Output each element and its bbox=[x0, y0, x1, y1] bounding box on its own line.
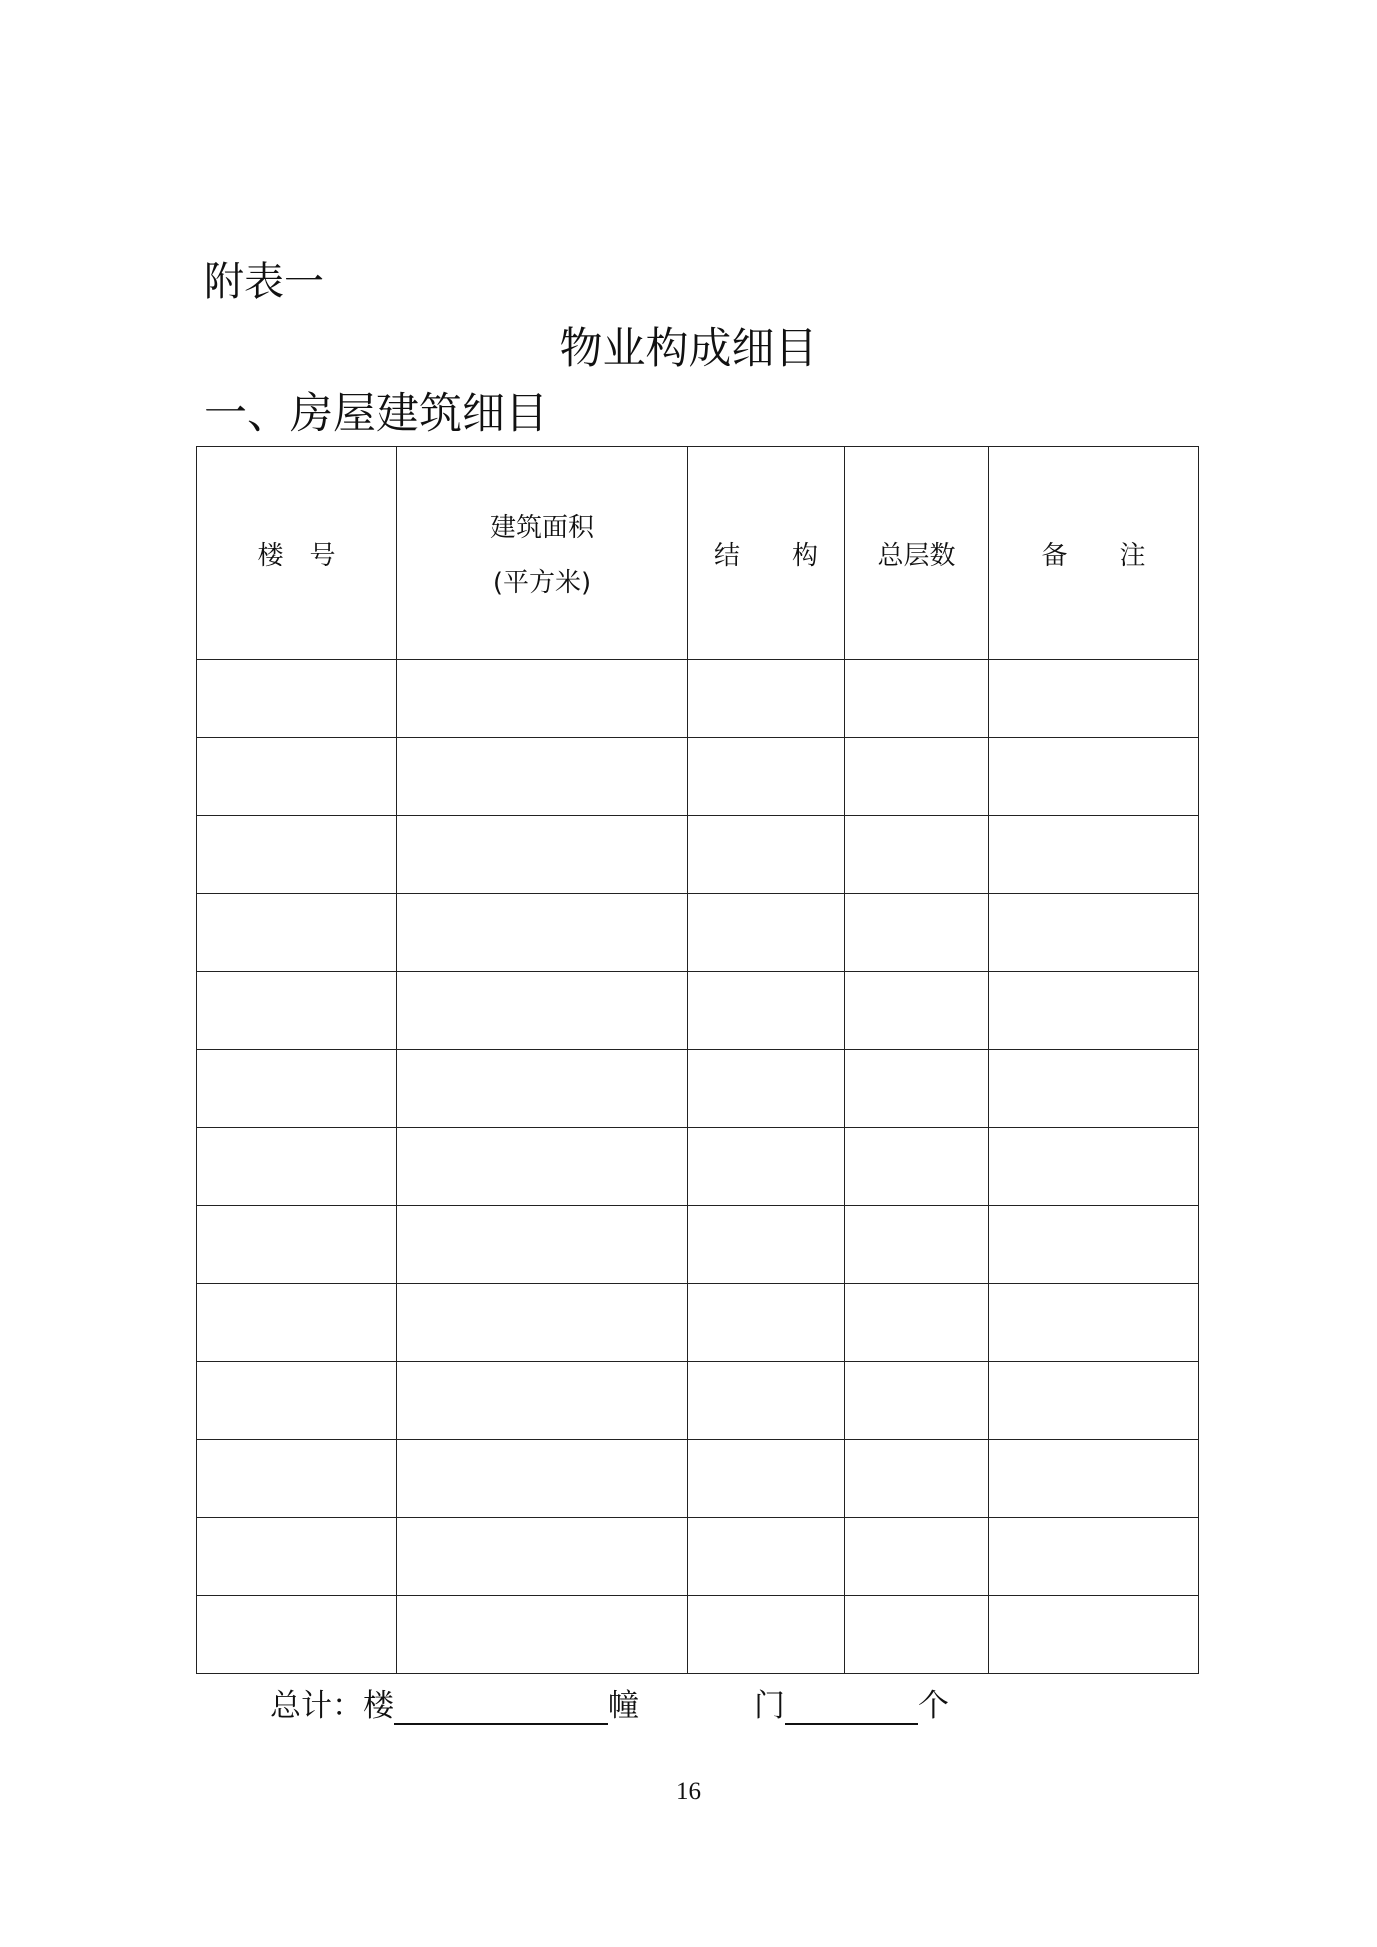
table-cell[interactable] bbox=[989, 1206, 1199, 1284]
table-cell[interactable] bbox=[688, 1128, 845, 1206]
summary-prefix: 总计：楼 bbox=[270, 1688, 394, 1724]
table-cell[interactable] bbox=[688, 1518, 845, 1596]
header-area-label: 建筑面积 bbox=[489, 513, 594, 543]
header-total-floors: 总层数 bbox=[845, 447, 989, 660]
table-cell[interactable] bbox=[397, 816, 688, 894]
table-cell[interactable] bbox=[688, 738, 845, 816]
table-cell[interactable] bbox=[197, 894, 397, 972]
table-cell[interactable] bbox=[845, 1518, 989, 1596]
table-cell[interactable] bbox=[197, 1362, 397, 1440]
table-cell[interactable] bbox=[197, 1050, 397, 1128]
table-cell[interactable] bbox=[397, 1518, 688, 1596]
table-cell[interactable] bbox=[845, 1362, 989, 1440]
table-cell[interactable] bbox=[397, 1050, 688, 1128]
door-count-blank[interactable] bbox=[785, 1687, 918, 1725]
table-cell[interactable] bbox=[688, 660, 845, 738]
page-number: 16 bbox=[676, 1778, 701, 1805]
table-cell[interactable] bbox=[688, 1206, 845, 1284]
section-title: 一、房屋建筑细目 bbox=[204, 389, 548, 439]
table-row bbox=[197, 816, 1199, 894]
table-cell[interactable] bbox=[989, 660, 1199, 738]
table-cell[interactable] bbox=[197, 1596, 397, 1674]
table-cell[interactable] bbox=[845, 1050, 989, 1128]
table-cell[interactable] bbox=[845, 1440, 989, 1518]
appendix-label: 附表一 bbox=[204, 259, 324, 305]
building-unit: 幢 bbox=[608, 1688, 639, 1724]
table-cell[interactable] bbox=[989, 1050, 1199, 1128]
table-cell[interactable] bbox=[989, 1284, 1199, 1362]
table-cell[interactable] bbox=[397, 738, 688, 816]
table-cell[interactable] bbox=[989, 738, 1199, 816]
table-cell[interactable] bbox=[397, 660, 688, 738]
table-header-row bbox=[197, 447, 1199, 660]
table-cell[interactable] bbox=[197, 660, 397, 738]
building-count-blank[interactable] bbox=[394, 1687, 608, 1725]
table-row bbox=[197, 738, 1199, 816]
table-cell[interactable] bbox=[989, 1362, 1199, 1440]
table-cell[interactable] bbox=[989, 1518, 1199, 1596]
table-cell[interactable] bbox=[845, 1596, 989, 1674]
table-cell[interactable] bbox=[688, 1362, 845, 1440]
table-cell[interactable] bbox=[845, 894, 989, 972]
table-cell[interactable] bbox=[197, 1128, 397, 1206]
table-row bbox=[197, 972, 1199, 1050]
table-cell[interactable] bbox=[845, 660, 989, 738]
table-cell[interactable] bbox=[845, 1284, 989, 1362]
header-area-unit: (平方米) bbox=[492, 568, 592, 598]
summary-line bbox=[270, 1680, 949, 1725]
table-cell[interactable] bbox=[688, 894, 845, 972]
building-detail-table bbox=[196, 446, 1199, 1674]
door-label: 门 bbox=[754, 1688, 785, 1724]
table-row bbox=[197, 1128, 1199, 1206]
table-cell[interactable] bbox=[688, 1284, 845, 1362]
table-cell[interactable] bbox=[197, 972, 397, 1050]
table-cell[interactable] bbox=[197, 816, 397, 894]
table-cell[interactable] bbox=[397, 1128, 688, 1206]
table-cell[interactable] bbox=[197, 1206, 397, 1284]
table-row bbox=[197, 1206, 1199, 1284]
table-row bbox=[197, 1596, 1199, 1674]
table-cell[interactable] bbox=[197, 1440, 397, 1518]
header-building-no: 楼 号 bbox=[197, 447, 397, 660]
table-row bbox=[197, 1284, 1199, 1362]
table-cell[interactable] bbox=[688, 1596, 845, 1674]
table-row bbox=[197, 1050, 1199, 1128]
table-cell[interactable] bbox=[989, 816, 1199, 894]
table-cell[interactable] bbox=[397, 1284, 688, 1362]
header-structure: 结 构 bbox=[688, 447, 845, 660]
table-cell[interactable] bbox=[688, 1050, 845, 1128]
table-cell[interactable] bbox=[688, 972, 845, 1050]
table-cell[interactable] bbox=[989, 1440, 1199, 1518]
door-unit: 个 bbox=[918, 1688, 949, 1724]
table-row bbox=[197, 1440, 1199, 1518]
table-cell[interactable] bbox=[845, 816, 989, 894]
table-cell[interactable] bbox=[397, 972, 688, 1050]
table-cell[interactable] bbox=[989, 972, 1199, 1050]
document-title: 物业构成细目 bbox=[559, 324, 818, 374]
table-cell[interactable] bbox=[845, 738, 989, 816]
table-cell[interactable] bbox=[688, 1440, 845, 1518]
table-row bbox=[197, 1518, 1199, 1596]
table-row bbox=[197, 1362, 1199, 1440]
table-cell[interactable] bbox=[845, 1206, 989, 1284]
table-cell[interactable] bbox=[197, 738, 397, 816]
header-remarks: 备 注 bbox=[989, 447, 1199, 660]
table-cell[interactable] bbox=[197, 1284, 397, 1362]
table-cell[interactable] bbox=[397, 1440, 688, 1518]
table-cell[interactable] bbox=[197, 1518, 397, 1596]
table-cell[interactable] bbox=[989, 1128, 1199, 1206]
table-cell[interactable] bbox=[397, 894, 688, 972]
table-row bbox=[197, 660, 1199, 738]
table-cell[interactable] bbox=[397, 1206, 688, 1284]
table-cell[interactable] bbox=[989, 1596, 1199, 1674]
table-cell[interactable] bbox=[397, 1596, 688, 1674]
table-cell[interactable] bbox=[845, 1128, 989, 1206]
table-cell[interactable] bbox=[397, 1362, 688, 1440]
table-row bbox=[197, 894, 1199, 972]
table-cell[interactable] bbox=[688, 816, 845, 894]
header-building-area bbox=[397, 447, 688, 660]
table-cell[interactable] bbox=[989, 894, 1199, 972]
table-body bbox=[197, 660, 1199, 1674]
table-cell[interactable] bbox=[845, 972, 989, 1050]
